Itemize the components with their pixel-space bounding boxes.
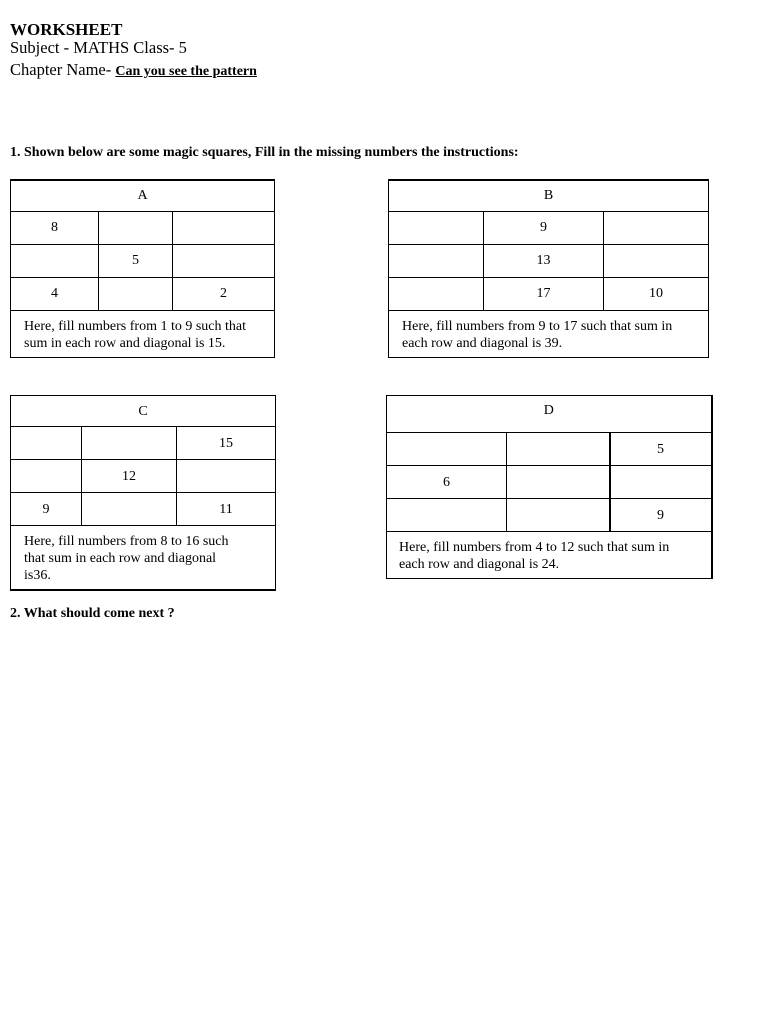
square-b-cell[interactable] (389, 244, 484, 277)
question-2: 2. What should come next ? (10, 606, 175, 621)
worksheet-title: WORKSHEET (10, 20, 123, 39)
square-b-cell[interactable] (604, 244, 709, 277)
chapter-name: Can you see the pattern (115, 64, 257, 79)
chapter-line (10, 60, 257, 82)
square-b-cell[interactable]: 13 (484, 244, 604, 277)
magic-square-a (10, 179, 275, 358)
square-c-cell[interactable]: 12 (82, 460, 177, 493)
square-c-cell[interactable] (11, 427, 82, 460)
question-1: 1. Shown below are some magic squares, Fill in the missing numbers the instructions: (10, 145, 519, 160)
square-d-cell[interactable] (387, 433, 507, 466)
square-b-label: B (389, 180, 709, 211)
square-a-cell[interactable]: 4 (11, 277, 99, 310)
square-c-cell[interactable]: 15 (177, 427, 276, 460)
subject-line: Subject - MATHS Class- 5 (10, 38, 187, 57)
magic-square-b (388, 179, 709, 358)
square-a-cell[interactable]: 2 (173, 277, 275, 310)
square-d-cell[interactable]: 5 (610, 433, 712, 466)
square-a-cell[interactable] (11, 244, 99, 277)
square-b-instruction: Here, fill numbers from 9 to 17 such that sum in each row and diagonal is 39. (389, 310, 709, 357)
square-d-cell[interactable]: 9 (610, 499, 712, 532)
chapter-prefix: Chapter Name- (10, 60, 112, 79)
square-b-cell[interactable]: 9 (484, 211, 604, 244)
square-c-cell[interactable] (82, 427, 177, 460)
square-d-instruction: Here, fill numbers from 4 to 12 such that sum in each row and diagonal is 24. (387, 532, 712, 579)
square-b-cell[interactable]: 10 (604, 277, 709, 310)
square-a-label: A (11, 180, 275, 211)
square-b-cell[interactable] (389, 277, 484, 310)
square-b-cell[interactable]: 17 (484, 277, 604, 310)
square-c-cell[interactable] (177, 460, 276, 493)
square-d-cell[interactable] (610, 466, 712, 499)
magic-square-d (386, 395, 713, 579)
square-d-cell[interactable] (507, 433, 610, 466)
square-d-cell[interactable] (387, 499, 507, 532)
square-a-cell[interactable]: 8 (11, 211, 99, 244)
square-c-label: C (11, 396, 276, 427)
square-a-cell[interactable] (99, 211, 173, 244)
square-a-cell[interactable] (173, 211, 275, 244)
square-a-cell[interactable] (173, 244, 275, 277)
square-a-cell[interactable] (99, 277, 173, 310)
square-a-instruction: Here, fill numbers from 1 to 9 such that sum in each row and diagonal is 15. (11, 310, 275, 357)
square-a-cell[interactable]: 5 (99, 244, 173, 277)
magic-square-c (10, 395, 276, 591)
square-c-cell[interactable]: 9 (11, 493, 82, 526)
square-b-cell[interactable] (389, 211, 484, 244)
square-b-cell[interactable] (604, 211, 709, 244)
square-d-cell[interactable] (507, 466, 610, 499)
square-d-cell[interactable]: 6 (387, 466, 507, 499)
square-d-cell[interactable] (507, 499, 610, 532)
square-c-cell[interactable] (82, 493, 177, 526)
square-c-instruction: Here, fill numbers from 8 to 16 such that sum in each row and diagonal is36. (11, 526, 276, 591)
square-c-cell[interactable] (11, 460, 82, 493)
square-d-label: D (387, 396, 712, 433)
square-c-cell[interactable]: 11 (177, 493, 276, 526)
